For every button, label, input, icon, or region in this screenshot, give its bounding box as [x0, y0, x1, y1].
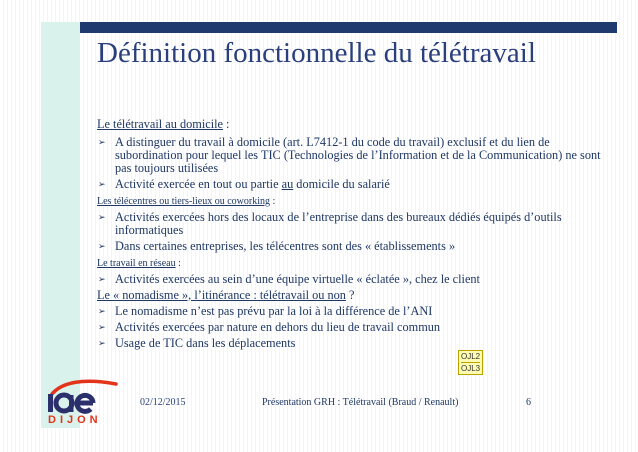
- page-number: 6: [526, 397, 531, 408]
- slide-content: [97, 118, 612, 350]
- arrow-bullet-icon: ➢: [98, 241, 106, 251]
- header-text: Le « nomadisme », l’itinérance : télétravail ou non: [97, 288, 346, 302]
- section-header-reseau: Le travail en réseau :: [97, 258, 181, 269]
- section-header-domicile: Le télétravail au domicile :: [97, 117, 230, 131]
- arrow-bullet-icon: ➢: [98, 137, 106, 147]
- comment-label: OJL3: [461, 364, 481, 373]
- list-item: ➢ Activités exercées au sein d’une équipe virtuelle « éclatée », chez le client: [98, 272, 480, 286]
- section-header-telecentres: Les télécentres ou tiers-lieux ou coworking :: [97, 196, 276, 207]
- arrow-bullet-icon: ➢: [98, 322, 106, 332]
- footer-title: Présentation GRH : Télétravail (Braud / Renault): [262, 397, 459, 408]
- comment-label: OJL2: [461, 352, 481, 361]
- header-text: Le travail en réseau: [97, 258, 176, 269]
- top-header-bar: [80, 22, 617, 33]
- logo-subtitle: DIJON: [48, 414, 102, 426]
- arrow-bullet-icon: ➢: [98, 338, 106, 348]
- list-item: ➢ Activités exercées hors des locaux de l’entreprise dans des bureaux dédiés équipés d’outils informatiques: [98, 210, 562, 237]
- comment-marker[interactable]: [458, 350, 483, 375]
- header-text: Le télétravail au domicile: [97, 117, 223, 131]
- section-header-nomadisme: Le « nomadisme », l’itinérance : télétravail ou non ?: [97, 288, 355, 302]
- arrow-bullet-icon: ➢: [98, 274, 106, 284]
- list-item: ➢ Dans certaines entreprises, les télécentres sont des « établissements »: [98, 239, 456, 253]
- header-text: Les télécentres ou tiers-lieux ou coworking: [97, 196, 270, 207]
- list-item: ➢ Activités exercées par nature en dehors du lieu de travail commun: [98, 320, 441, 334]
- footer-date: 02/12/2015: [140, 397, 186, 408]
- iae-dijon-logo: [44, 376, 124, 428]
- list-item: ➢ Le nomadisme n’est pas prévu par la loi à la différence de l’ANI: [98, 304, 433, 318]
- arrow-bullet-icon: ➢: [98, 212, 106, 222]
- left-color-band: [41, 22, 80, 428]
- list-item: ➢ Activité exercée en tout ou partie au domicile du salarié: [98, 177, 390, 191]
- arrow-bullet-icon: ➢: [98, 306, 106, 316]
- list-item: ➢ A distinguer du travail à domicile (art. L7412-1 du code du travail) exclusif et du lien de subordination pour lequel les TIC (Technologies de l’Information et de la Communication) ne sont pas toujours utilisées: [98, 135, 601, 175]
- slide-title: Définition fonctionnelle du télétravail: [97, 37, 536, 69]
- list-item: ➢ Usage de TIC dans les déplacements: [98, 336, 296, 350]
- arrow-bullet-icon: ➢: [98, 179, 106, 189]
